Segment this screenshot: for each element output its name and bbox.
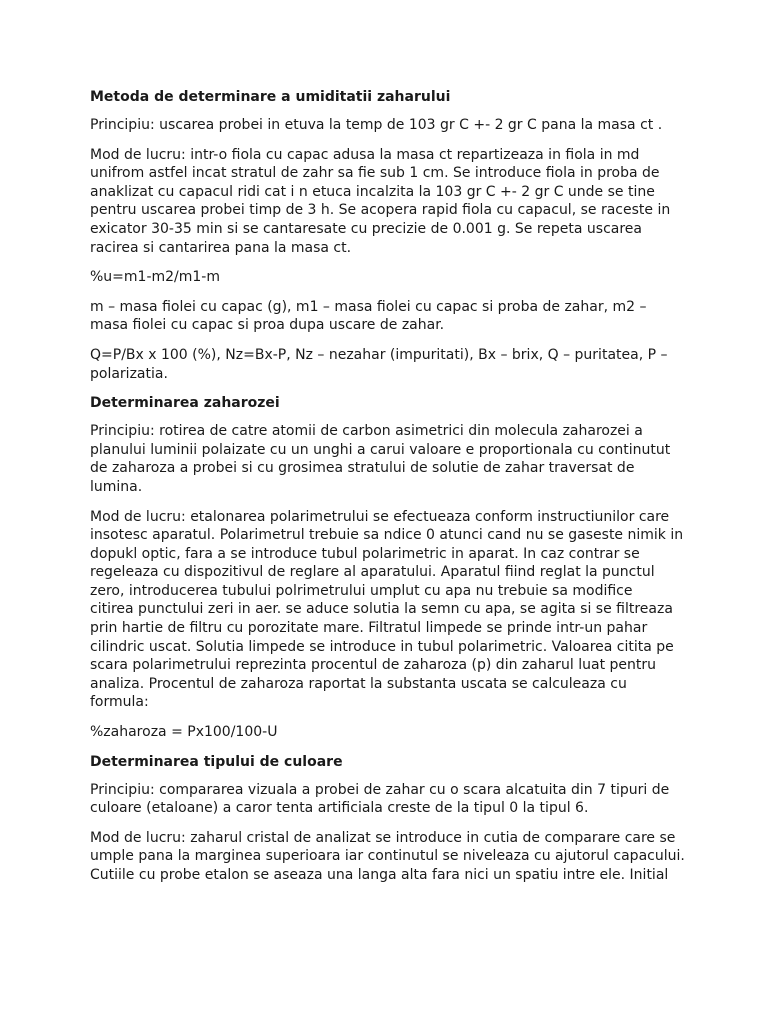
text-line: masa fiolei cu capac si proa dupa uscare de zahar. [90, 317, 445, 334]
text-line: %zaharoza = Px100/100-U [90, 724, 278, 741]
text-line: zero, introducerea tubului polrimetrului umplut cu apa nu trebuie sa modifice [90, 582, 633, 599]
text-line: exicator 30-35 min si se cantaresate cu precizie de 0.001 g. Se repeta uscarea [90, 220, 642, 237]
text-line: pentru uscarea probei timp de 3 h. Se acopera rapid fiola cu capacul, se raceste in [90, 202, 671, 219]
text-line: analiza. Procentul de zaharoza raportat la substanta uscata se calculeaza cu [90, 675, 627, 692]
text-line: m – masa fiolei cu capac (g), m1 – masa fiolei cu capac si proba de zahar, m2 – [90, 298, 647, 315]
text-line: Principiu: compararea vizuala a probei de zahar cu o scara alcatuita din 7 tipuri de [90, 781, 670, 798]
text-line: prin hartie de filtru cu porozitate mare. Filtratul limpede se prinde intr-un pahar [90, 620, 648, 637]
text-line: racirea si cantarirea pana la masa ct. [90, 239, 352, 256]
text-line: Q=P/Bx x 100 (%), Nz=Bx-P, Nz – nezahar (impuritati), Bx – brix, Q – puritatea, P – [90, 346, 668, 363]
text-line: citirea punctului zeri in aer. se aduce solutia la semn cu apa, se agita si se filtreaza [90, 601, 673, 618]
document-page [90, 88, 690, 896]
text-line: de zaharoza a probei si cu grosimea stratului de solutie de zahar traversat de [90, 460, 635, 477]
paragraph [90, 422, 690, 496]
text-line: Mod de lucru: zaharul cristal de analizat se introduce in cutia de comparare care se [90, 829, 676, 846]
text-line: insotesc aparatul. Polarimetrul trebuie sa ndice 0 atunci cand nu se gaseste nimik in [90, 527, 684, 544]
text-line: formula: [90, 694, 149, 711]
text-line: Determinarea tipului de culoare [90, 753, 343, 770]
section-heading [90, 88, 690, 107]
text-line: Determinarea zaharozei [90, 395, 280, 412]
paragraph [90, 508, 690, 713]
text-line: Principiu: rotirea de catre atomii de carbon asimetrici din molecula zaharozei a [90, 423, 643, 440]
paragraph [90, 346, 690, 383]
paragraph [90, 781, 690, 818]
text-line: cilindric uscat. Solutia limpede se introduce in tubul polarimetric. Valoarea citita pe [90, 638, 674, 655]
text-line: polarizatia. [90, 365, 168, 382]
text-line: Principiu: uscarea probei in etuva la temp de 103 gr C +- 2 gr C pana la masa ct . [90, 117, 663, 133]
text-line: Metoda de determinare a umiditatii zaharului [90, 89, 451, 105]
text-line: Mod de lucru: etalonarea polarimetrului se efectueaza conform instructiunilor care [90, 508, 670, 525]
paragraph [90, 829, 690, 885]
paragraph [90, 298, 690, 335]
text-line: lumina. [90, 478, 143, 495]
text-line: unifrom astfel incat stratul de zahr sa fie sub 1 cm. Se introduce fiola in proba de [90, 165, 660, 182]
text-line: culoare (etaloane) a caror tenta artificiala creste de la tipul 0 la tipul 6. [90, 800, 589, 817]
paragraph [90, 723, 690, 742]
paragraph [90, 268, 690, 287]
text-line: %u=m1-m2/m1-m [90, 269, 220, 286]
text-line: scara polarimetrului reprezinta procentul de zaharoza (p) din zaharul luat pentru [90, 657, 657, 674]
text-line: planului luminii polaizate cu un unghi a carui valoare e proportionala cu continutut [90, 441, 671, 458]
text-line: Mod de lucru: intr-o fiola cu capac adusa la masa ct repartizeaza in fiola in md [90, 146, 640, 163]
text-line: dopukl optic, fara a se introduce tubul polarimetric in aparat. In caz contrar se [90, 545, 640, 562]
text-line: Cutiile cu probe etalon se aseaza una langa alta fara nici un spatiu intre ele. Initial [90, 867, 669, 883]
text-line: anaklizat cu capacul ridi cat i n etuca incalzita la 103 gr C +- 2 gr C unde se tine [90, 183, 655, 200]
section-heading [90, 753, 690, 772]
paragraph [90, 116, 690, 135]
text-line: umple pana la marginea superioara iar continutul se niveleaza cu ajutorul capacului. [90, 848, 685, 865]
paragraph [90, 146, 690, 258]
text-line: regeleaza cu dispozitivul de reglare al aparatului. Aparatul fiind reglat la punctul [90, 564, 655, 581]
section-heading [90, 394, 690, 413]
